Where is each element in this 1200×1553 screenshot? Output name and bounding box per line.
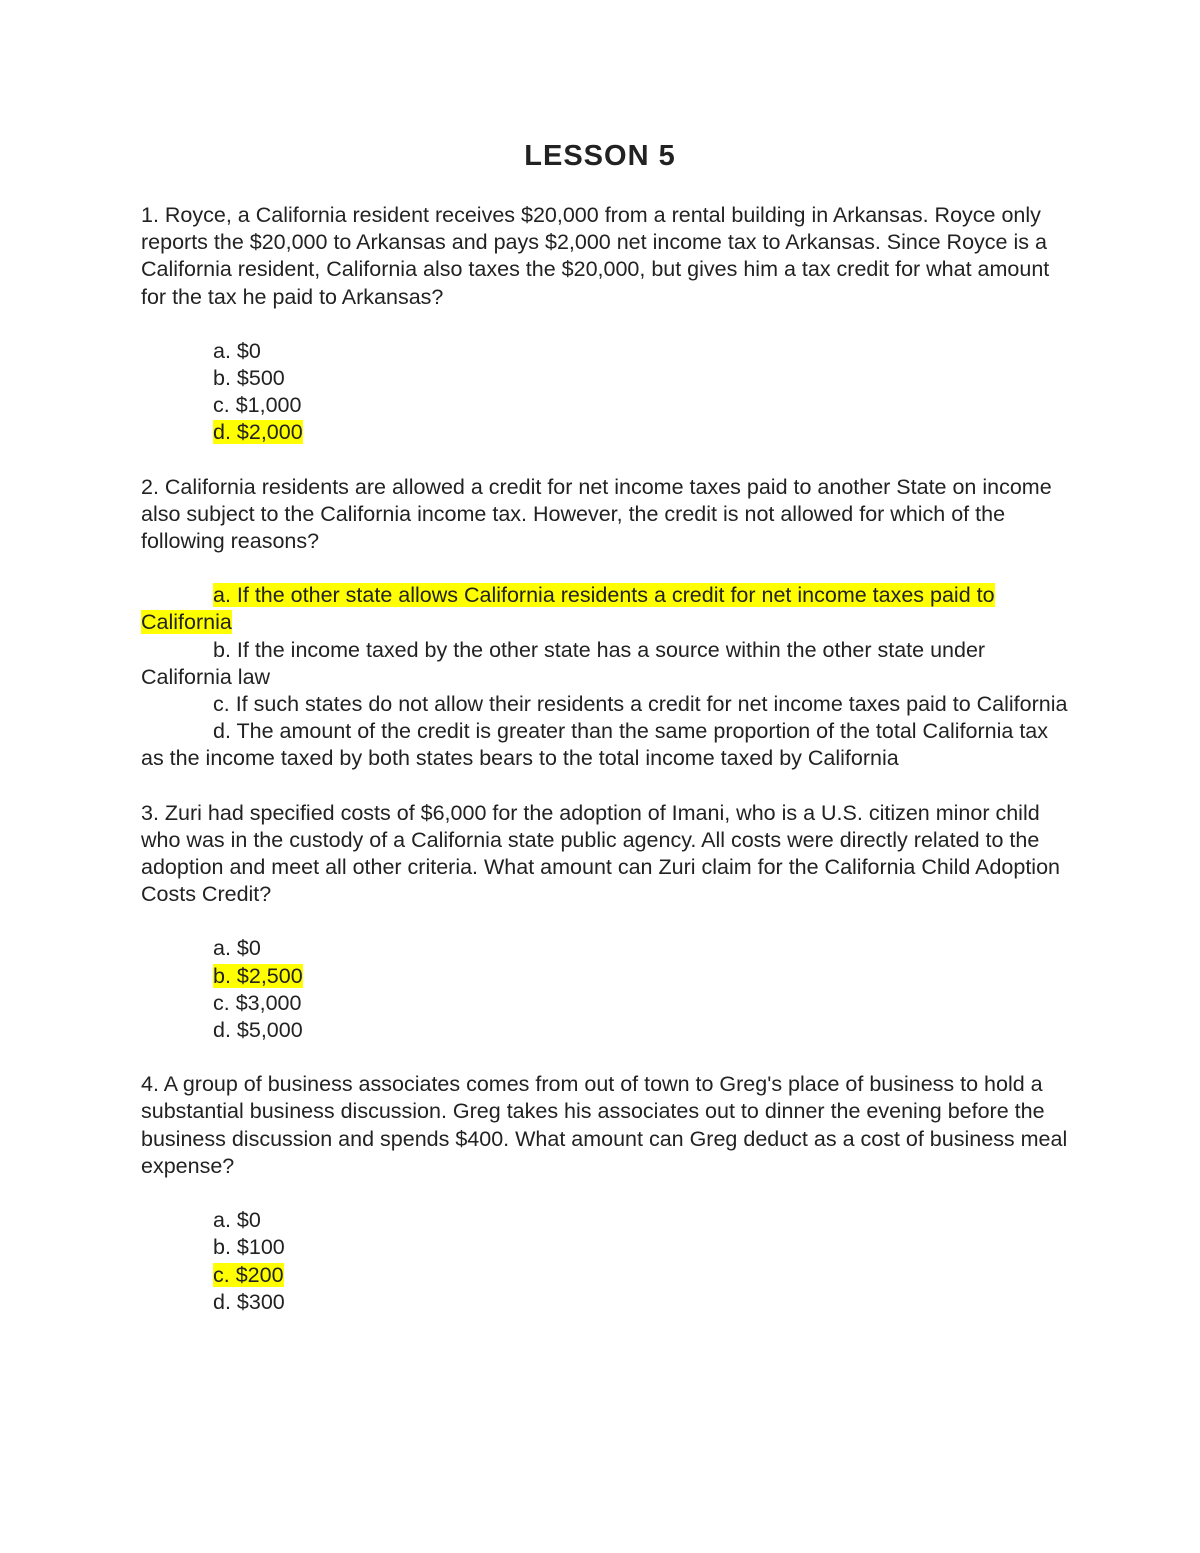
question-block	[141, 474, 1071, 773]
question-text: 1. Royce, a California resident receives $20,000 from a rental building in Arkansas. Royce only reports the $20,000 to Arkansas and pays $2,000 net income tax to Arkansas. Since Royce is a California resident, California also taxes the $20,000, but gives him a tax credit for what amount for the tax he paid to Arkansas?	[141, 203, 1050, 309]
answer-option: a. $0	[213, 1208, 261, 1233]
question-block	[141, 800, 1071, 1045]
answer-option: c. $3,000	[213, 990, 302, 1015]
question-list	[141, 202, 1071, 1343]
answer-option-correct: b. $2,500	[213, 963, 303, 988]
answer-option: d. The amount of the credit is greater than the same proportion of the total California tax as the income taxed by both states bears to the total income taxed by California	[141, 719, 1048, 771]
answer-options	[141, 582, 1071, 772]
question-text: 2. California residents are allowed a credit for net income taxes paid to another State on income also subject to the California income tax. However, the credit is not allowed for which of the following reasons?	[141, 474, 1052, 554]
answer-options	[141, 935, 1071, 1044]
page-title: LESSON 5	[524, 140, 676, 172]
answer-option: c. $1,000	[213, 393, 302, 418]
answer-option: d. $5,000	[213, 1018, 303, 1043]
answer-option: b. If the income taxed by the other state has a source within the other state under California law	[141, 637, 986, 689]
answer-option: d. $300	[213, 1289, 285, 1314]
answer-option: a. $0	[213, 338, 261, 363]
answer-option-correct: a. If the other state allows California residents a credit for net income taxes paid to California	[141, 583, 995, 635]
answer-option: b. $500	[213, 366, 285, 391]
answer-option: c. If such states do not allow their residents a credit for net income taxes paid to California	[213, 692, 1068, 717]
answer-option: a. $0	[213, 936, 261, 961]
answer-options	[141, 1207, 1071, 1316]
question-block	[141, 202, 1071, 447]
question-block	[141, 1071, 1071, 1316]
answer-option-correct: d. $2,000	[213, 420, 303, 445]
answer-option: b. $100	[213, 1235, 285, 1260]
question-text: 3. Zuri had specified costs of $6,000 for the adoption of Imani, who is a U.S. citizen minor child who was in the custody of a California state public agency. All costs were directly related to the adoption and meet all other criteria. What amount can Zuri claim for the California Child Adoption Costs Credit?	[141, 800, 1060, 907]
answer-options	[141, 338, 1071, 447]
answer-option-correct: c. $200	[213, 1262, 284, 1287]
question-text: 4. A group of business associates comes from out of town to Greg's place of business to hold a substantial business discussion. Greg takes his associates out to dinner the evening before the business discussion and spends $400. What amount can Greg deduct as a cost of business meal expense?	[141, 1072, 1068, 1178]
